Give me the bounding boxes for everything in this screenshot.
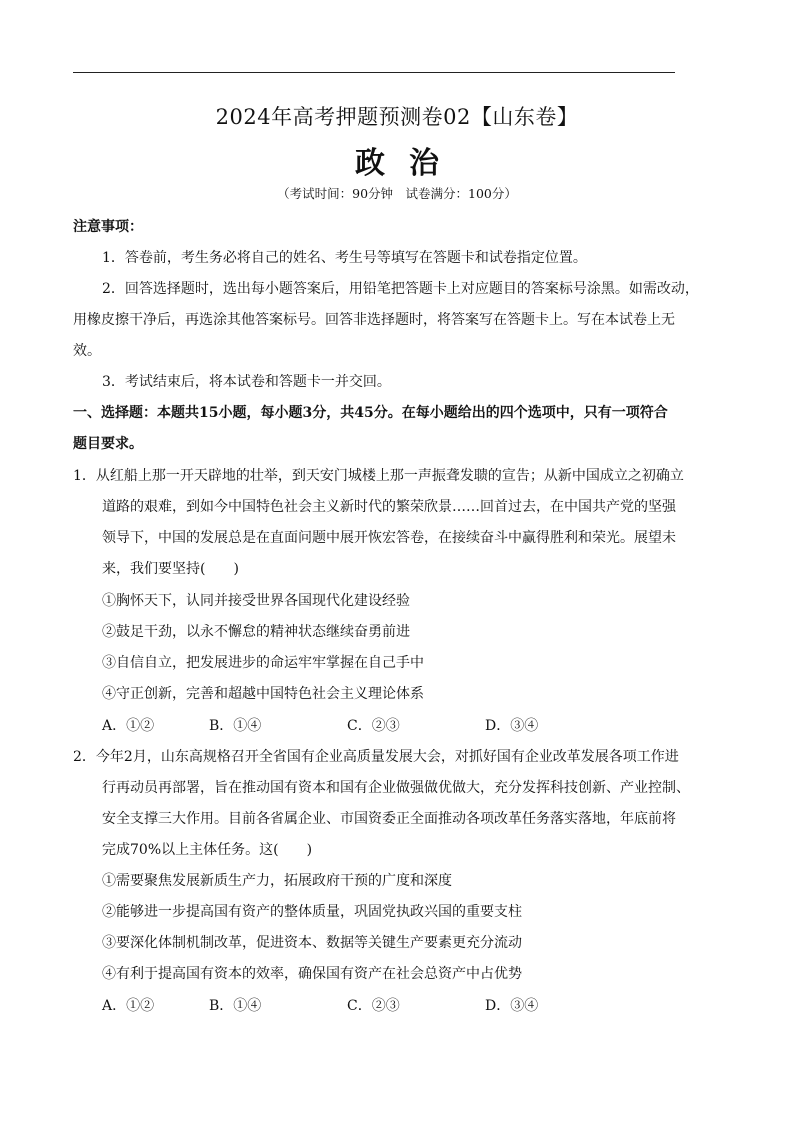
statement-4: ④有利于提高国有资本的效率，确保国有资产在社会总资产中占优势 (102, 966, 522, 982)
option-a: A．①② (102, 998, 155, 1014)
statement-4: ④守正创新，完善和超越中国特色社会主义理论体系 (102, 686, 424, 702)
option-d: D．③④ (485, 718, 539, 734)
statement-3: ③自信自立，把发展进步的命运牢牢掌握在自己手中 (102, 655, 424, 671)
question-text-line: 领导下，中国的发展总是在直面问题中展开恢宏答卷，在接续奋斗中赢得胜利和荣光。展望未 (102, 530, 676, 546)
exam-title: 2024年高考押题预测卷02【山东卷】 (215, 105, 579, 129)
statement-3: ③要深化体制机制改革，促进资本、数据等关键生产要素更充分流动 (102, 935, 522, 951)
notice-item-3: 3．考试结束后，将本试卷和答题卡一并交回。 (102, 374, 391, 390)
notice-item-1: 1．答卷前，考生务必将自己的姓名、考生号等填写在答题卡和试卷指定位置。 (102, 250, 587, 266)
statement-1: ①需要聚焦发展新质生产力，拓展政府干预的广度和深度 (102, 873, 452, 889)
statement-1: ①胸怀天下，认同并接受世界各国现代化建设经验 (102, 593, 410, 609)
notice-item-2-line-2: 用橡皮擦干净后，再选涂其他答案标号。回答非选择题时，将答案写在答题卡上。写在本试卷上无 (73, 312, 675, 328)
section-heading-line-1: 一、选择题：本题共15小题，每小题3分，共45分。在每小题给出的四个选项中，只有一项符合 (73, 405, 668, 421)
option-b: B．①④ (209, 998, 262, 1014)
statement-2: ②鼓足干劲，以永不懈怠的精神状态继续奋勇前进 (102, 624, 410, 640)
question-text-line: 安全支撑三大作用。目前各省属企业、市国资委正全面推动各项改革任务落实落地，年底前将 (102, 811, 676, 827)
option-d: D．③④ (485, 998, 539, 1014)
section-heading-line-2: 题目要求。 (73, 436, 143, 452)
notice-heading: 注意事项： (73, 219, 143, 235)
question-text-line: 1．从红船上那一开天辟地的壮举，到天安门城楼上那一声振聋发聩的宣告；从新中国成立之初确立 (73, 468, 684, 484)
notice-item-2-line-3: 效。 (73, 343, 101, 359)
option-a: A．①② (102, 718, 155, 734)
statement-2: ②能够进一步提高国有资产的整体质量，巩固党执政兴国的重要支柱 (102, 904, 522, 920)
header-rule (73, 72, 675, 73)
option-b: B．①④ (209, 718, 262, 734)
answer-options (102, 995, 662, 1015)
answer-options (102, 715, 662, 735)
question-text-line: 行再动员再部署，旨在推动国有资本和国有企业做强做优做大，充分发挥科技创新、产业控制、 (102, 780, 690, 796)
question-text-line: 来，我们要坚持( ) (102, 561, 239, 577)
exam-info: （考试时间：90分钟 试卷满分：100分） (277, 186, 517, 201)
option-c: C．②③ (347, 718, 400, 734)
option-c: C．②③ (347, 998, 400, 1014)
question-text-line: 完成70%以上主体任务。这( ) (102, 842, 313, 858)
question-text-line: 道路的艰难，到如今中国特色社会主义新时代的繁荣欣景……回首过去，在中国共产党的坚强 (102, 499, 676, 515)
question-text-line: 2．今年2月，山东高规格召开全省国有企业高质量发展大会，对抓好国有企业改革发展各项工作进 (73, 749, 679, 765)
subject-title: 政治 (355, 146, 463, 181)
notice-item-2-line-1: 2．回答选择题时，选出每小题答案后，用铅笔把答题卡上对应题目的答案标号涂黑。如需改动， (102, 281, 699, 297)
